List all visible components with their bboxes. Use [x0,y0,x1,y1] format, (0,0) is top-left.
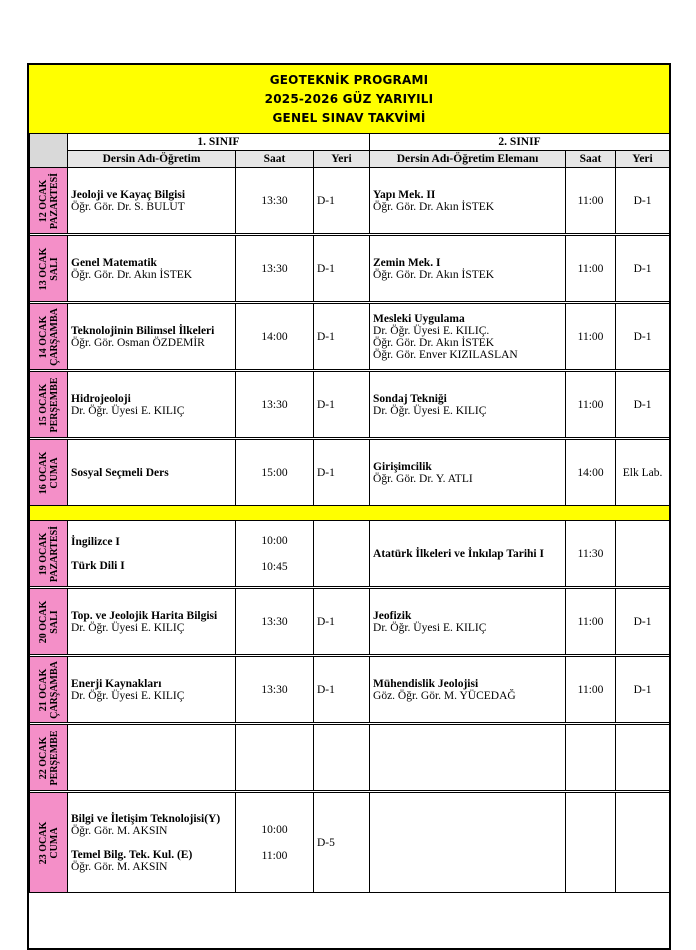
exam-day-row [30,521,670,587]
instructor-name: Öğr. Gör. Dr. S. BULUT [71,200,185,213]
exam-day-row [30,793,670,893]
course-name: Temel Bilg. Tek. Kul. (E) [71,848,193,861]
exam-time: 11:00 [577,262,604,275]
room-column-header: Yeri [616,151,670,168]
instructor-name: Dr. Öğr. Üyesi E. KILIÇ [373,404,487,417]
class-2-header: 2. SINIF [370,134,670,151]
room-value: D-1 [633,194,652,207]
instructor-name: Dr. Öğr. Üyesi E. KILIÇ [71,404,185,417]
course-cell [370,725,566,791]
day-label [38,525,60,581]
course-name: Bilgi ve İletişim Teknolojisi(Y) [71,812,221,825]
course-name: İngilizce I [71,535,120,548]
time-cell [566,521,616,587]
course-cell [68,440,236,506]
day-label [38,821,60,864]
time-cell [236,168,314,234]
room-cell [616,372,670,438]
room-cell [616,304,670,370]
room-value: D-1 [317,262,335,275]
course-name: Enerji Kaynakları [71,677,162,690]
exam-time: 14:00 [261,330,288,343]
exam-time: 15:00 [261,466,288,479]
day-label-cell [30,440,68,506]
room-cell [314,657,370,723]
exam-day-row [30,372,670,438]
exam-time: 10:45 [261,560,288,573]
exam-day-row [30,725,670,791]
day-label-cell [30,304,68,370]
time-cell [236,657,314,723]
day-label-cell [30,372,68,438]
day-label [38,661,60,719]
room-cell [616,657,670,723]
course-cell [68,793,236,893]
instructor-name: Öğr. Gör. Enver KIZILASLAN [373,348,518,361]
day-label-cell [30,657,68,723]
exam-time: 11:00 [577,194,604,207]
time-column-header: Saat [236,151,314,168]
room-cell [314,521,370,587]
instructor-name: Dr. Öğr. Üyesi E. KILIÇ [373,621,487,634]
day-date: 19 OCAK [37,532,49,575]
instructor-name: Öğr. Gör. M. AKSIN [71,824,168,837]
time-cell [236,589,314,655]
day-label [38,172,60,228]
instructor-name: Dr. Öğr. Üyesi E. KILIÇ [71,689,185,702]
exam-day-row [30,657,670,723]
room-cell [314,236,370,302]
program-title: GEOTEKNİK PROGRAMI [269,72,429,87]
day-date: 22 OCAK [37,736,49,779]
course-cell [68,304,236,370]
room-value: D-1 [633,398,652,411]
exam-time: 13:30 [261,194,288,207]
course-name: Jeoloji ve Kayaç Bilgisi [71,188,186,201]
course-name: Teknolojinin Bilimsel İlkeleri [71,324,215,337]
room-value: D-1 [633,262,652,275]
course-cell [370,793,566,893]
course-name: Girişimcilik [373,460,432,473]
day-label [38,377,60,432]
day-weekday: PAZARTESİ [48,172,60,229]
exam-time: 13:30 [261,615,288,628]
day-date: 20 OCAK [37,600,49,643]
room-cell [616,440,670,506]
time-cell [566,589,616,655]
room-value: D-1 [317,683,335,696]
room-cell [314,304,370,370]
day-date: 21 OCAK [37,668,49,711]
instructor-name: Öğr. Gör. Osman ÖZDEMİR [71,336,205,349]
room-cell [616,168,670,234]
time-cell [566,725,616,791]
time-cell [566,304,616,370]
time-cell [566,168,616,234]
course-name: Genel Matematik [71,256,157,269]
room-value: D-1 [317,194,335,207]
room-value: D-1 [633,330,652,343]
day-label-cell [30,521,68,587]
class-1-header: 1. SINIF [68,134,370,151]
instructor-name: Dr. Öğr. Üyesi E. KILIÇ. [373,324,490,337]
course-cell [68,168,236,234]
exam-schedule-sheet [27,63,671,950]
room-cell [314,168,370,234]
instructor-name: Öğr. Gör. M. AKSIN [71,860,168,873]
instructor-name: Öğr. Gör. Dr. Akın İSTEK [373,336,495,349]
room-value: D-5 [317,836,335,849]
day-weekday: PAZARTESİ [48,525,60,582]
day-weekday: SALI [48,256,60,281]
calendar-title: GENEL SINAV TAKVİMİ [272,110,426,125]
day-label [38,600,60,643]
time-column-header: Saat [566,151,616,168]
course-name: Top. ve Jeolojik Harita Bilgisi [71,609,218,622]
course-name: Jeofizik [373,609,412,622]
room-cell [314,440,370,506]
course-cell [370,657,566,723]
course-name: Türk Dili I [71,559,125,572]
day-label [38,308,60,366]
room-value: D-1 [317,466,335,479]
instructor-name: Öğr. Gör. Dr. Akın İSTEK [373,268,495,281]
room-value: D-1 [317,615,335,628]
exam-time: 10:00 [261,534,288,547]
room-value: D-1 [317,330,335,343]
time-cell [566,657,616,723]
exam-time: 13:30 [261,683,288,696]
day-weekday: PERŞEMBE [48,376,60,433]
time-cell [236,521,314,587]
time-cell [236,440,314,506]
room-cell [616,725,670,791]
course-cell [68,725,236,791]
course-cell [370,440,566,506]
course-name: Hidrojeoloji [71,392,131,405]
time-cell [566,440,616,506]
course-cell [370,168,566,234]
time-cell [236,793,314,893]
course-column-header: Dersin Adı-Öğretim [68,151,236,168]
corner-cell [30,134,68,168]
room-value: D-1 [633,683,652,696]
exam-time: 14:00 [577,466,604,479]
course-name: Zemin Mek. I [373,256,441,269]
exam-time: 11:30 [577,547,604,560]
day-label-cell [30,589,68,655]
course-cell [68,589,236,655]
room-cell [616,236,670,302]
room-cell [314,589,370,655]
course-name: Mühendislik Jeolojisi [373,677,479,690]
course-cell [68,521,236,587]
room-value: D-1 [633,615,652,628]
day-label [38,451,60,494]
course-cell [370,236,566,302]
instructor-name: Dr. Öğr. Üyesi E. KILIÇ [71,621,185,634]
day-label [38,730,60,785]
room-value: D-1 [317,398,335,411]
time-cell [236,236,314,302]
exam-time: 13:30 [261,262,288,275]
day-date: 13 OCAK [37,247,49,290]
course-name: Sondaj Tekniği [373,392,447,405]
course-name: Yapı Mek. II [373,188,436,201]
day-weekday: CUMA [48,456,60,489]
day-label-cell [30,793,68,893]
exam-time: 11:00 [577,683,604,696]
exam-time: 11:00 [261,849,288,862]
room-column-header: Yeri [314,151,370,168]
exam-day-row [30,168,670,234]
instructor-name: Göz. Öğr. Gör. M. YÜCEDAĞ [373,689,516,702]
room-cell [314,793,370,893]
day-date: 15 OCAK [37,383,49,426]
day-date: 14 OCAK [37,315,49,358]
room-cell [314,725,370,791]
room-cell [616,589,670,655]
room-value: Elk Lab. [622,466,663,479]
semester-title: 2025-2026 GÜZ YARIYILI [264,91,434,106]
day-date: 12 OCAK [37,179,49,222]
course-name: Mesleki Uygulama [373,312,465,325]
time-cell [236,304,314,370]
schedule-table [29,133,670,893]
day-weekday: ÇARŞAMBA [48,307,60,366]
day-weekday: CUMA [48,826,60,859]
week-separator [30,506,670,521]
day-date: 16 OCAK [37,451,49,494]
day-weekday: PERŞEMBE [48,729,60,786]
exam-time: 13:30 [261,398,288,411]
exam-day-row [30,304,670,370]
course-cell [370,589,566,655]
course-column-header: Dersin Adı-Öğretim Elemanı [370,151,566,168]
time-cell [236,372,314,438]
exam-time: 10:00 [261,823,288,836]
room-cell [616,521,670,587]
time-cell [566,793,616,893]
day-label-cell [30,725,68,791]
day-label-cell [30,236,68,302]
course-cell [370,304,566,370]
course-cell [68,236,236,302]
course-name: Sosyal Seçmeli Ders [71,466,169,479]
day-date: 23 OCAK [37,821,49,864]
day-weekday: ÇARŞAMBA [48,660,60,719]
instructor-name: Öğr. Gör. Dr. Akın İSTEK [373,200,495,213]
day-label-cell [30,168,68,234]
course-cell [370,521,566,587]
time-cell [566,236,616,302]
week-separator-bar [30,506,670,521]
exam-day-row [30,440,670,506]
room-cell [616,793,670,893]
course-cell [68,372,236,438]
course-cell [68,657,236,723]
time-cell [236,725,314,791]
instructor-name: Öğr. Gör. Dr. Y. ATLI [373,472,473,485]
day-label [38,247,60,290]
exam-time: 11:00 [577,615,604,628]
day-weekday: SALI [48,609,60,634]
exam-day-row [30,589,670,655]
exam-day-row [30,236,670,302]
instructor-name: Öğr. Gör. Dr. Akın İSTEK [71,268,193,281]
room-cell [314,372,370,438]
schedule-banner [29,65,669,134]
exam-time: 11:00 [577,330,604,343]
course-cell [370,372,566,438]
time-cell [566,372,616,438]
course-name: Atatürk İlkeleri ve İnkılap Tarihi I [373,547,544,560]
exam-time: 11:00 [577,398,604,411]
